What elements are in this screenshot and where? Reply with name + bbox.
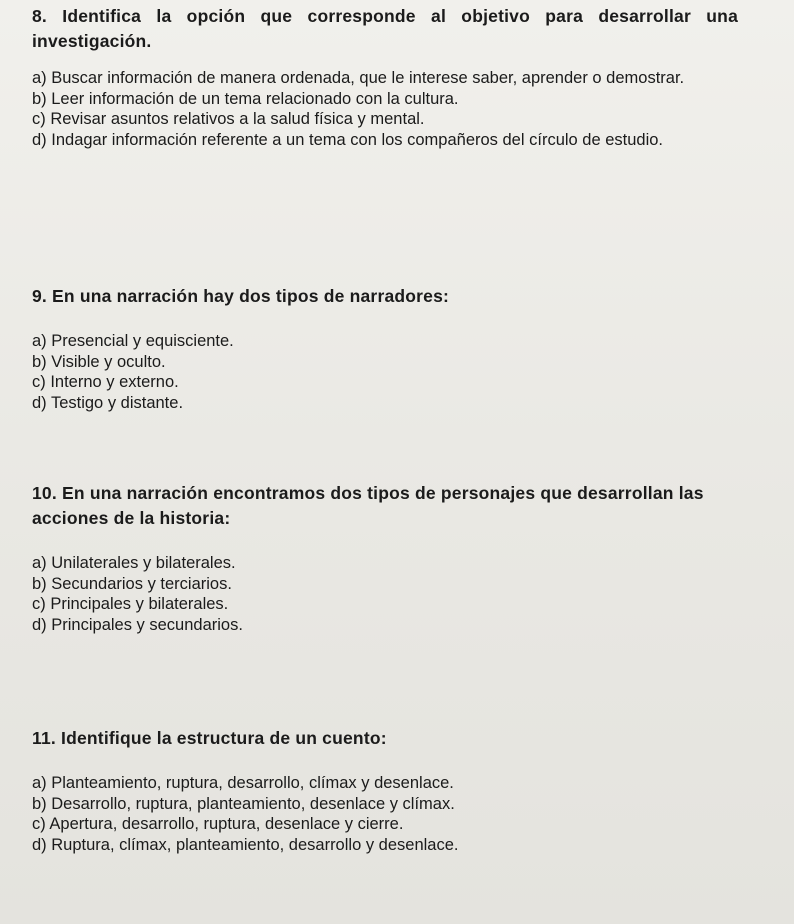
question-10-options bbox=[32, 553, 738, 635]
question-8-option-b: b) Leer información de un tema relacionado con la cultura. bbox=[32, 89, 459, 108]
question-10-option-d: d) Principales y secundarios. bbox=[32, 615, 243, 634]
question-10 bbox=[32, 481, 738, 635]
question-9-option-c: c) Interno y externo. bbox=[32, 373, 179, 391]
question-10-title: 10. En una narración encontramos dos tipos de personajes que desarrollan las acciones de la historia: bbox=[32, 483, 704, 528]
question-11-option-c: c) Apertura, desarrollo, ruptura, desenlace y cierre. bbox=[32, 815, 404, 833]
question-11-option-d: d) Ruptura, clímax, planteamiento, desarrollo y desenlace. bbox=[32, 835, 459, 854]
question-8-options bbox=[32, 68, 738, 150]
question-11 bbox=[32, 726, 738, 855]
question-8 bbox=[32, 4, 738, 150]
question-9-option-b: b) Visible y oculto. bbox=[32, 352, 166, 371]
question-10-option-a: a) Unilaterales y bilaterales. bbox=[32, 554, 236, 572]
question-8-option-a: a) Buscar información de manera ordenada, que le interese saber, aprender o demostrar. bbox=[32, 69, 685, 87]
question-9-options bbox=[32, 331, 738, 413]
question-8-option-d: d) Indagar información referente a un tema con los compañeros del círculo de estudio. bbox=[32, 130, 664, 149]
question-11-option-b: b) Desarrollo, ruptura, planteamiento, desenlace y clímax. bbox=[32, 794, 455, 813]
question-11-option-a: a) Planteamiento, ruptura, desarrollo, clímax y desenlace. bbox=[32, 774, 454, 792]
question-8-option-c: c) Revisar asuntos relativos a la salud física y mental. bbox=[32, 110, 425, 128]
question-9 bbox=[32, 284, 738, 413]
question-11-options bbox=[32, 773, 738, 855]
question-11-title: 11. Identifique la estructura de un cuento: bbox=[32, 728, 387, 748]
question-9-option-d: d) Testigo y distante. bbox=[32, 393, 184, 412]
question-9-option-a: a) Presencial y equisciente. bbox=[32, 332, 234, 350]
question-9-title: 9. En una narración hay dos tipos de narradores: bbox=[32, 286, 450, 306]
question-10-option-b: b) Secundarios y terciarios. bbox=[32, 574, 232, 593]
question-10-option-c: c) Principales y bilaterales. bbox=[32, 595, 229, 613]
question-8-title: 8. Identifica la opción que corresponde al objetivo para desarrollar una investigación. bbox=[32, 6, 738, 51]
